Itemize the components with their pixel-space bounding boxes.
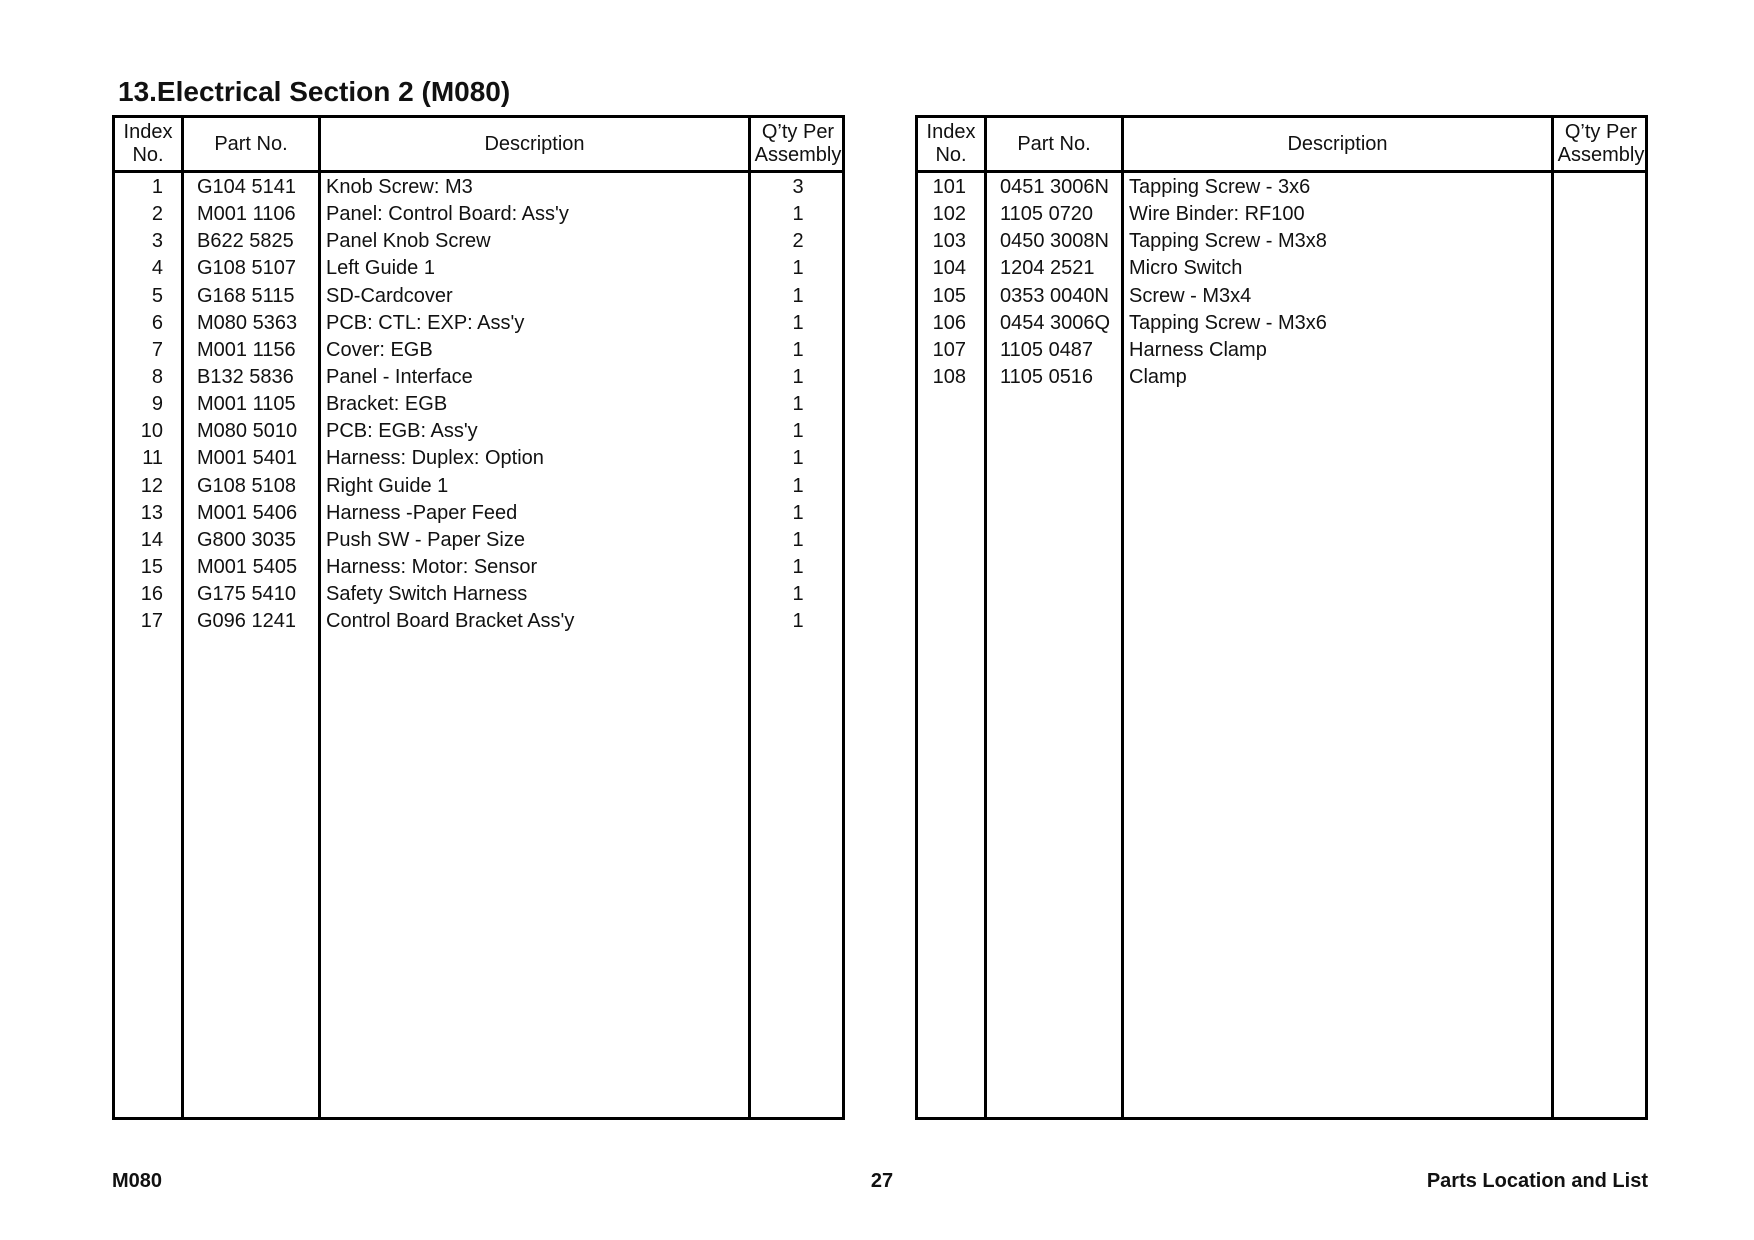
part-number-cell: 0451 3006N xyxy=(1000,176,1109,198)
description-cell: SD-Cardcover xyxy=(326,284,453,307)
header-description: Description xyxy=(1287,132,1388,155)
description-cell: Harness -Paper Feed xyxy=(326,501,518,524)
table-row xyxy=(918,174,1645,201)
quantity-cell: 1 xyxy=(792,338,804,361)
part-number-cell: G108 5107 xyxy=(197,257,296,280)
description-cell: Tapping Screw - M3x6 xyxy=(1129,311,1327,334)
description-cell: Panel Knob Screw xyxy=(326,230,491,253)
description-cell: Clamp xyxy=(1129,365,1187,388)
footer-model: M080 xyxy=(112,1170,163,1192)
table-row xyxy=(115,391,842,418)
page-title: 13.Electrical Section 2 (M080) xyxy=(118,76,511,107)
part-number-cell: 0450 3008N xyxy=(1000,230,1109,253)
table-row xyxy=(115,228,842,255)
index-cell: 15 xyxy=(140,555,163,578)
description-cell: PCB: EGB: Ass'y xyxy=(326,420,478,443)
description-cell: Micro Switch xyxy=(1129,257,1243,280)
quantity-cell: 1 xyxy=(792,257,804,280)
table-row xyxy=(918,310,1645,337)
index-cell: 8 xyxy=(151,365,163,388)
part-number-cell: G108 5108 xyxy=(197,474,296,497)
quantity-cell: 1 xyxy=(792,555,804,578)
header-description: Description xyxy=(484,132,585,155)
description-cell: Panel - Interface xyxy=(326,365,473,388)
index-cell: 16 xyxy=(140,583,163,606)
header-index: Index No. xyxy=(123,121,173,166)
part-number-cell: M080 5010 xyxy=(197,420,298,443)
table-row xyxy=(115,310,842,337)
table-row xyxy=(115,473,842,500)
description-cell: Wire Binder: RF100 xyxy=(1129,203,1305,226)
description-cell: Knob Screw: M3 xyxy=(326,176,473,198)
table-row xyxy=(918,364,1645,391)
table-row xyxy=(115,174,842,201)
part-number-cell: M001 5401 xyxy=(197,447,298,470)
quantity-cell: 1 xyxy=(792,203,804,226)
part-number-cell: G800 3035 xyxy=(197,528,296,551)
table-row xyxy=(115,581,842,608)
part-number-cell: 0454 3006Q xyxy=(1000,311,1111,334)
index-cell: 17 xyxy=(140,610,163,633)
quantity-cell: 3 xyxy=(792,176,804,198)
index-cell: 106 xyxy=(932,311,966,334)
index-cell: 14 xyxy=(140,528,163,551)
part-number-cell: M001 1106 xyxy=(197,203,296,226)
part-number-cell: G096 1241 xyxy=(197,610,296,633)
quantity-cell: 1 xyxy=(792,528,804,551)
parts-table-left xyxy=(112,115,845,1120)
index-cell: 103 xyxy=(932,230,966,253)
description-cell: Harness: Duplex: Option xyxy=(326,447,544,470)
description-cell: Control Board Bracket Ass'y xyxy=(326,610,575,633)
table-row xyxy=(115,255,842,282)
quantity-cell: 2 xyxy=(792,230,804,253)
index-cell: 10 xyxy=(140,420,163,443)
description-cell: Panel: Control Board: Ass'y xyxy=(326,203,569,226)
table-row xyxy=(918,283,1645,310)
description-cell: Push SW - Paper Size xyxy=(326,528,525,551)
quantity-cell: 1 xyxy=(792,474,804,497)
part-number-cell: B622 5825 xyxy=(197,230,294,253)
footer-page-number: 27 xyxy=(870,1170,894,1192)
table-row xyxy=(918,228,1645,255)
table-row xyxy=(115,337,842,364)
table-row xyxy=(115,283,842,310)
description-cell: Tapping Screw - 3x6 xyxy=(1129,176,1311,198)
quantity-cell: 1 xyxy=(792,311,804,334)
part-number-cell: 1105 0516 xyxy=(1000,365,1094,388)
description-cell: Tapping Screw - M3x8 xyxy=(1129,230,1327,253)
part-number-cell: M001 5406 xyxy=(197,501,298,524)
header-divider xyxy=(115,170,842,173)
quantity-cell: 1 xyxy=(792,501,804,524)
table-row xyxy=(115,554,842,581)
part-number-cell: M001 1156 xyxy=(197,338,296,361)
quantity-cell: 1 xyxy=(792,393,804,416)
index-cell: 6 xyxy=(151,311,163,334)
quantity-cell: 1 xyxy=(792,420,804,443)
index-cell: 5 xyxy=(151,284,163,307)
index-cell: 11 xyxy=(142,447,163,470)
part-number-cell: G168 5115 xyxy=(197,284,295,307)
description-cell: PCB: CTL: EXP: Ass'y xyxy=(326,311,525,334)
description-cell: Right Guide 1 xyxy=(326,474,449,497)
part-number-cell: 1105 0720 xyxy=(1000,203,1094,226)
part-number-cell: M080 5363 xyxy=(197,311,298,334)
table-row xyxy=(115,527,842,554)
header-qty: Q’ty Per Assembly xyxy=(1557,121,1645,166)
description-cell: Cover: EGB xyxy=(326,338,433,361)
index-cell: 108 xyxy=(932,365,966,388)
header-part-no: Part No. xyxy=(214,132,288,155)
description-cell: Bracket: EGB xyxy=(326,393,448,416)
index-cell: 1 xyxy=(151,176,163,198)
part-number-cell: B132 5836 xyxy=(197,365,294,388)
quantity-cell: 1 xyxy=(792,583,804,606)
part-number-cell: M001 5405 xyxy=(197,555,298,578)
table-body xyxy=(115,174,842,635)
header-divider xyxy=(918,170,1645,173)
header-part-no: Part No. xyxy=(1017,132,1091,155)
index-cell: 107 xyxy=(932,338,966,361)
index-cell: 9 xyxy=(151,393,163,416)
part-number-cell: 1204 2521 xyxy=(1000,257,1095,280)
quantity-cell: 1 xyxy=(792,365,804,388)
index-cell: 3 xyxy=(151,230,163,253)
index-cell: 12 xyxy=(140,474,163,497)
description-cell: Screw - M3x4 xyxy=(1129,284,1252,307)
description-cell: Left Guide 1 xyxy=(326,257,435,280)
index-cell: 4 xyxy=(151,257,163,280)
part-number-cell: G175 5410 xyxy=(197,583,296,606)
table-row xyxy=(115,500,842,527)
index-cell: 2 xyxy=(151,203,163,226)
table-row xyxy=(115,364,842,391)
part-number-cell: G104 5141 xyxy=(197,176,296,198)
description-cell: Harness: Motor: Sensor xyxy=(326,555,538,578)
header-qty: Q’ty Per Assembly xyxy=(754,121,842,166)
quantity-cell: 1 xyxy=(792,447,804,470)
parts-table-right xyxy=(915,115,1648,1120)
index-cell: 7 xyxy=(151,338,163,361)
index-cell: 101 xyxy=(932,176,966,198)
table-row xyxy=(115,201,842,228)
part-number-cell: 0353 0040N xyxy=(1000,284,1109,307)
quantity-cell: 1 xyxy=(792,610,804,633)
table-body xyxy=(918,174,1645,391)
table-row xyxy=(115,418,842,445)
part-number-cell: M001 1105 xyxy=(197,393,296,416)
index-cell: 102 xyxy=(932,203,966,226)
part-number-cell: 1105 0487 xyxy=(1000,338,1094,361)
quantity-cell: 1 xyxy=(792,284,804,307)
table-row xyxy=(115,608,842,635)
table-row xyxy=(115,445,842,472)
table-row xyxy=(918,255,1645,282)
description-cell: Harness Clamp xyxy=(1129,338,1267,361)
index-cell: 104 xyxy=(932,257,966,280)
table-row xyxy=(918,201,1645,228)
index-cell: 105 xyxy=(932,284,966,307)
table-row xyxy=(918,337,1645,364)
index-cell: 13 xyxy=(140,501,163,524)
header-index: Index No. xyxy=(926,121,976,166)
description-cell: Safety Switch Harness xyxy=(326,583,528,606)
footer-section-title: Parts Location and List xyxy=(1426,1170,1648,1192)
